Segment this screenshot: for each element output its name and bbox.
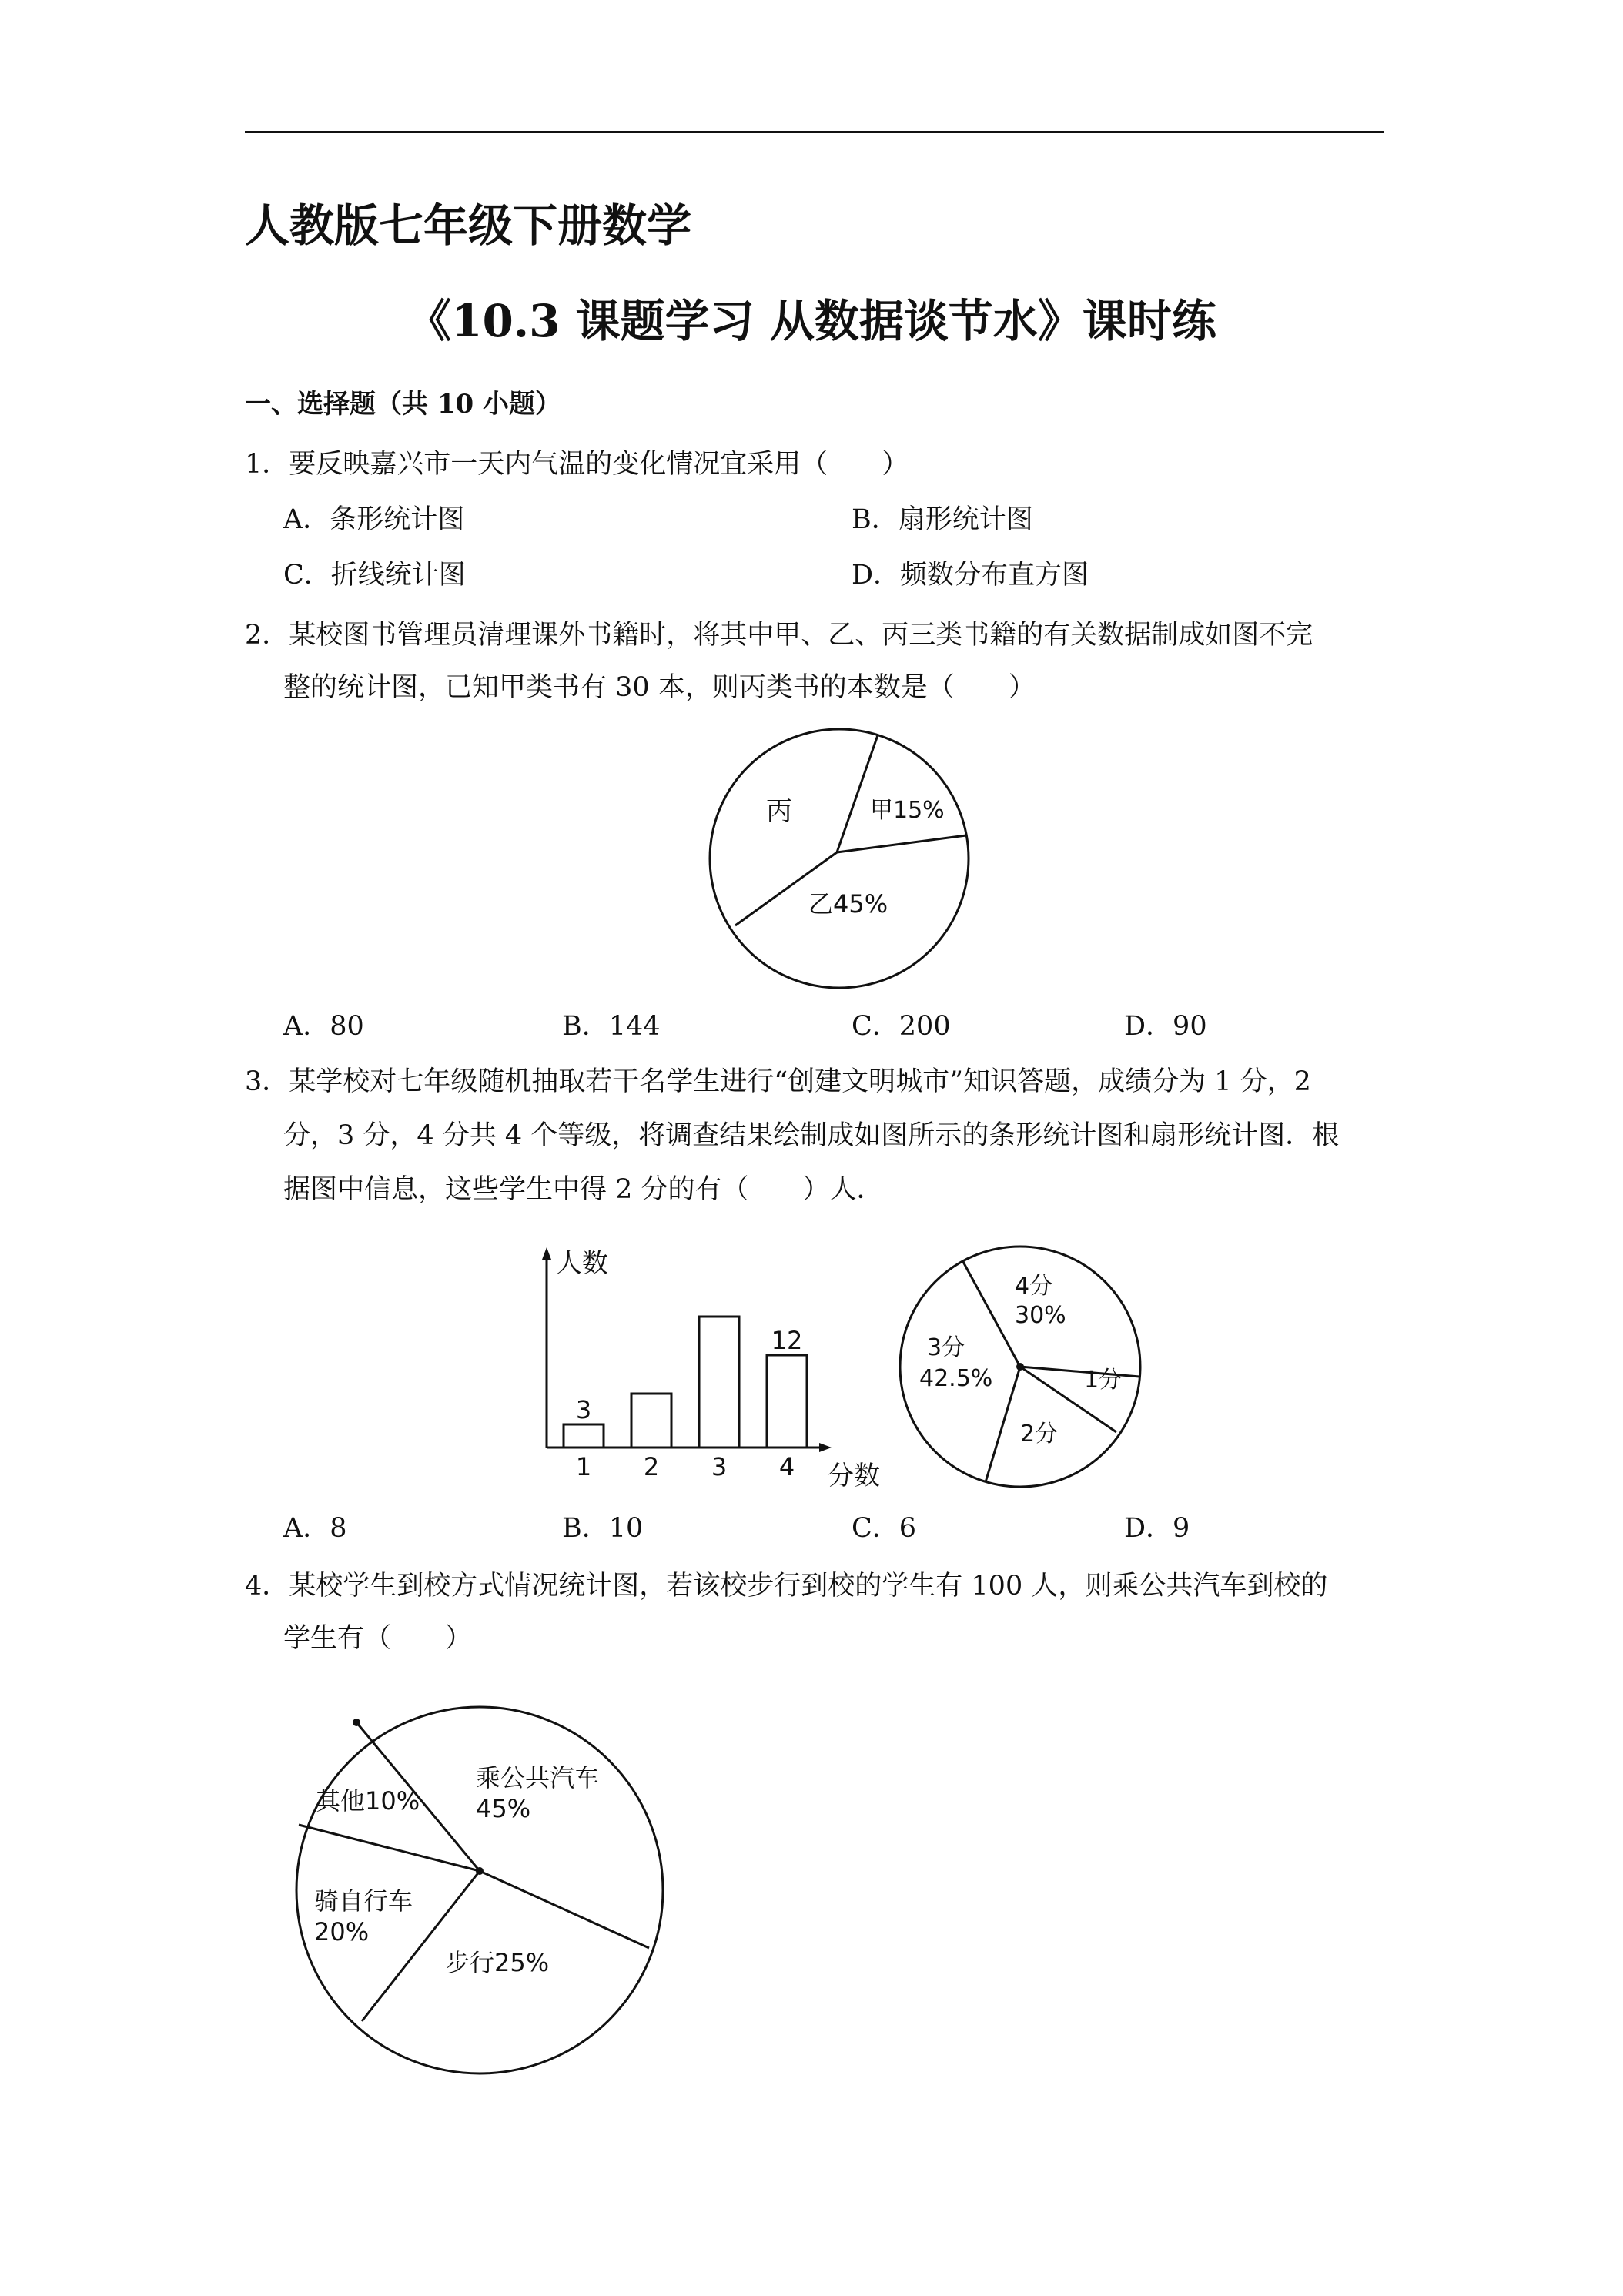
option-d: D．9 bbox=[1124, 1513, 1190, 1544]
bar-chart-scores bbox=[524, 1240, 893, 1494]
question-text-line: 分，3 分，4 分共 4 个等级，将调查结果绘制成如图所示的条形统计图和扇形统计图．根 bbox=[283, 1120, 1340, 1151]
pie-edge-dot bbox=[353, 1719, 360, 1726]
pie-center-dot bbox=[476, 1867, 484, 1875]
pie-slice-boundary bbox=[837, 735, 878, 852]
option-c: C．折线统计图 bbox=[283, 560, 466, 591]
pie-slice-boundary bbox=[480, 1871, 649, 1948]
question-text: 某校图书管理员清理课外书籍时，将其中甲、乙、丙三类书籍的有关数据制成如图不完 bbox=[289, 620, 1313, 651]
pie-slice-label-bing: 丙 bbox=[766, 796, 792, 827]
pie-slice-label-walk: 步行25% bbox=[445, 1948, 550, 1977]
x-axis-arrow bbox=[819, 1443, 832, 1452]
pie-outline bbox=[710, 729, 969, 988]
pie-slice-label-1: 1分 bbox=[1084, 1367, 1123, 1394]
pie-chart-books bbox=[693, 724, 986, 993]
top-rule bbox=[245, 131, 1384, 133]
pie-slice-label-4: 4分 bbox=[1015, 1273, 1053, 1300]
lesson-title: 《10.3 课题学习 从数据谈节水》课时练 bbox=[407, 295, 1216, 347]
option-d: D．90 bbox=[1124, 1011, 1207, 1042]
pie-slice-label-yi: 乙45% bbox=[808, 889, 888, 919]
x-tick-label: 3 bbox=[711, 1452, 728, 1481]
pie-slice-boundary bbox=[299, 1825, 480, 1871]
option-a: A．8 bbox=[283, 1513, 347, 1544]
pie-center-dot bbox=[1016, 1363, 1024, 1371]
option-b: B．144 bbox=[562, 1011, 661, 1042]
pie-slice-pct-bus: 45% bbox=[476, 1794, 531, 1823]
x-tick-label: 1 bbox=[575, 1452, 592, 1481]
question-text: 要反映嘉兴市一天内气温的变化情况宜采用（ ） bbox=[289, 449, 909, 480]
pie-slice-label-bus: 乘公共汽车 bbox=[476, 1763, 600, 1792]
question-text: 某学校对七年级随机抽取若干名学生进行“创建文明城市”知识答题，成绩分为 1 分，2 bbox=[289, 1066, 1311, 1097]
bar-4 bbox=[767, 1355, 807, 1448]
question-3 bbox=[245, 1063, 1311, 1101]
pie-chart-commute bbox=[291, 1702, 668, 2079]
question-2 bbox=[245, 616, 1313, 654]
option-b: B．扇形统计图 bbox=[852, 504, 1033, 535]
question-number: 1． bbox=[245, 449, 289, 480]
pie-slice-pct-3: 42.5% bbox=[919, 1365, 993, 1392]
question-text-line: 据图中信息，这些学生中得 2 分的有（ ）人． bbox=[283, 1174, 884, 1205]
x-axis-label: 分数 bbox=[828, 1461, 880, 1491]
question-4 bbox=[245, 1567, 1327, 1605]
question-text: 某校学生到校方式情况统计图，若该校步行到校的学生有 100 人，则乘公共汽车到校的 bbox=[289, 1571, 1328, 1602]
question-1 bbox=[245, 445, 909, 484]
pie-slice-pct-bike: 20% bbox=[314, 1917, 370, 1946]
question-number: 2． bbox=[245, 620, 289, 651]
x-tick-label: 2 bbox=[643, 1452, 660, 1481]
pie-slice-label-jia: 甲15% bbox=[870, 797, 945, 824]
section-heading: 一、选择题（共 10 小题） bbox=[245, 389, 561, 420]
x-tick-label: 4 bbox=[778, 1452, 795, 1481]
question-number: 4． bbox=[245, 1571, 289, 1602]
bar-data-label: 12 bbox=[771, 1326, 803, 1355]
y-axis-label: 人数 bbox=[556, 1248, 608, 1279]
pie-slice-label-3: 3分 bbox=[927, 1334, 965, 1361]
question-number: 3． bbox=[245, 1066, 289, 1097]
pie-chart-scores bbox=[893, 1240, 1147, 1494]
option-b: B．10 bbox=[562, 1513, 644, 1544]
pie-slice-boundary bbox=[837, 835, 966, 852]
option-c: C．6 bbox=[852, 1513, 917, 1544]
pie-slice-label-2: 2分 bbox=[1020, 1421, 1059, 1448]
option-c: C．200 bbox=[852, 1011, 951, 1042]
page-title: 人教版七年级下册数学 bbox=[245, 199, 692, 252]
pie-slice-pct-4: 30% bbox=[1015, 1302, 1066, 1329]
y-axis-arrow bbox=[542, 1247, 551, 1260]
pie-slice-label-other: 其他10% bbox=[316, 1786, 420, 1816]
pie-slice-boundary bbox=[962, 1260, 1020, 1367]
option-a: A．条形统计图 bbox=[283, 504, 465, 535]
option-d: D．频数分布直方图 bbox=[852, 560, 1089, 591]
bar-1 bbox=[564, 1424, 604, 1448]
question-text-line: 整的统计图，已知甲类书有 30 本，则丙类书的本数是（ ） bbox=[283, 672, 1036, 703]
bar-2 bbox=[631, 1394, 671, 1448]
pie-slice-label-bike: 骑自行车 bbox=[314, 1886, 413, 1916]
question-text-line: 学生有（ ） bbox=[283, 1623, 473, 1654]
bar-3 bbox=[699, 1317, 739, 1448]
option-a: A．80 bbox=[283, 1011, 364, 1042]
bar-data-label: 3 bbox=[575, 1395, 592, 1424]
